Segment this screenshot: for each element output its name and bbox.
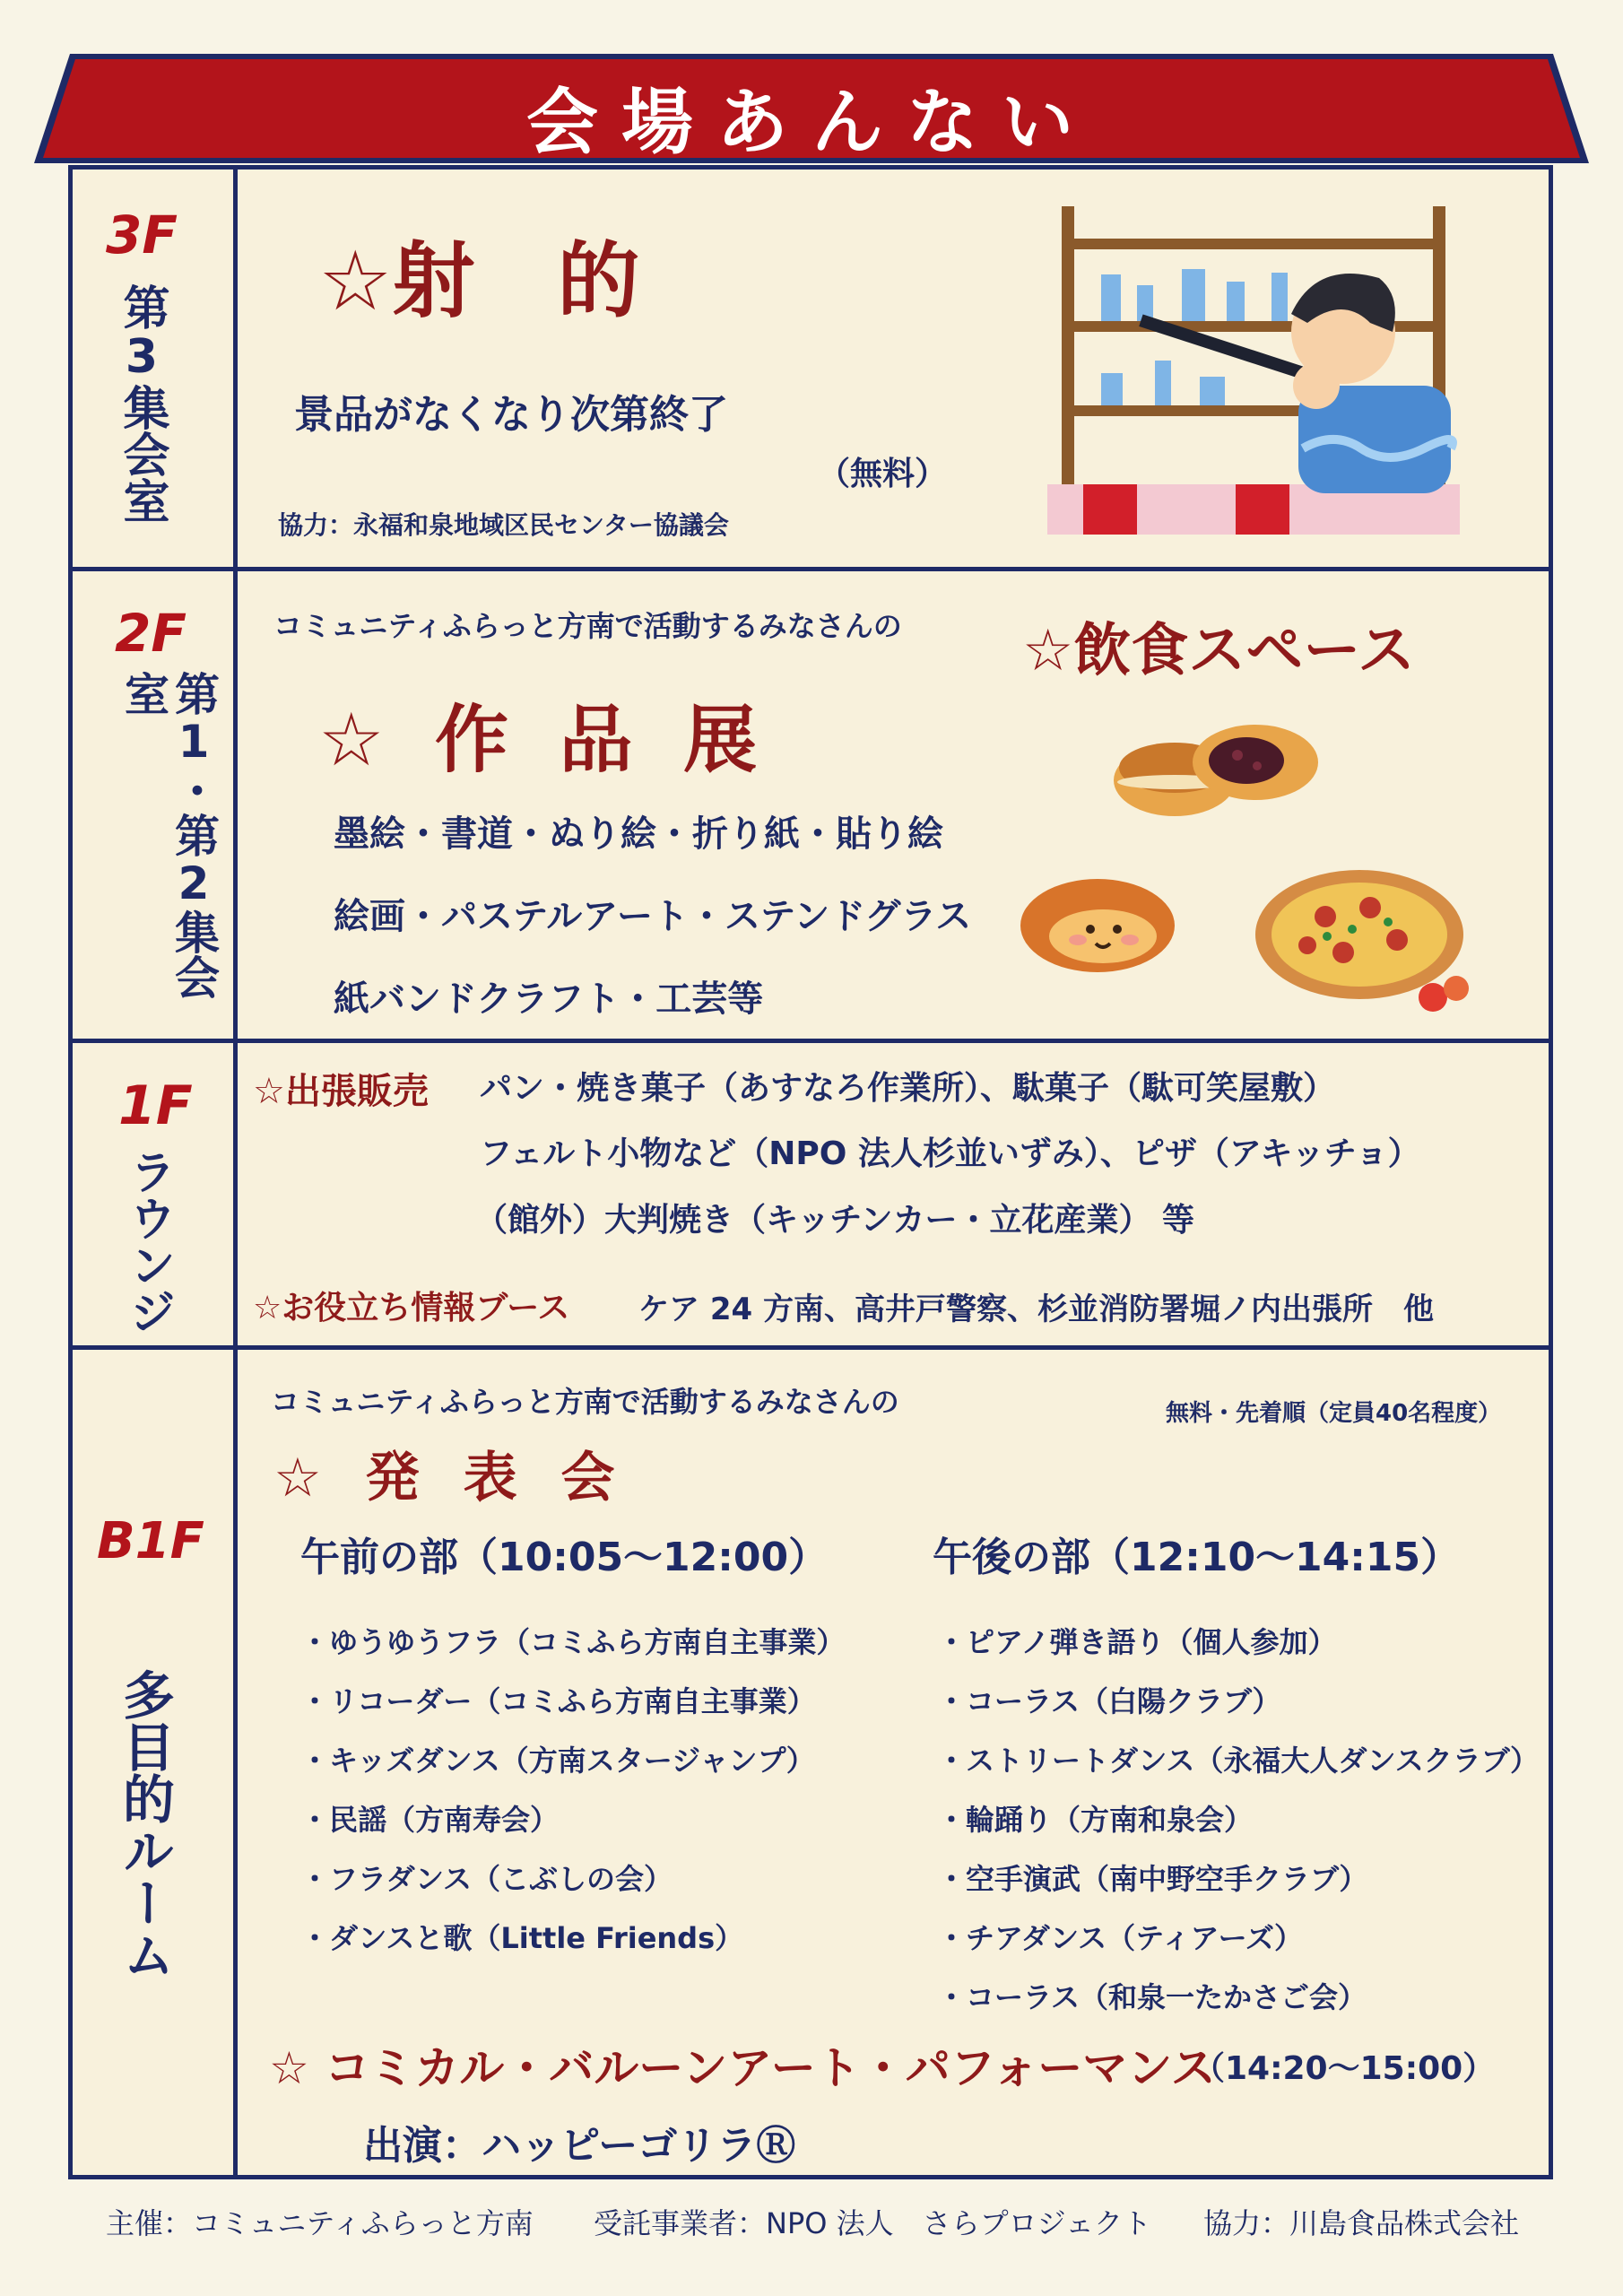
morning-item: ・ダンスと歌（Little Friends） <box>300 1921 744 1955</box>
dorayaki-illustration <box>1112 718 1327 825</box>
recital-note: 無料・先着順（定員40名程度） <box>1166 1400 1502 1427</box>
room-label-b1f: 多目的ルーム <box>114 1668 175 1980</box>
page-title: 会場あんない <box>526 81 1097 164</box>
morning-item: ・フラダンス（こぶしの会） <box>300 1862 673 1896</box>
divider <box>68 567 1553 571</box>
shooting-desc: 景品がなくなり次第終了 <box>294 392 728 438</box>
afternoon-item: ・コーラス（和泉一たかさご会） <box>937 1980 1367 2014</box>
footer-contractor: 受託事業者：NPO 法人 さらプロジェクト <box>594 2206 1151 2240</box>
morning-item: ・キッズダンス（方南スタージャンプ） <box>300 1744 815 1778</box>
footer-cooperation: 協力：川島食品株式会社 <box>1203 2206 1520 2240</box>
sales-label: ☆出張販売 <box>253 1071 429 1112</box>
exhibition-title: ☆ 作 品 展 <box>318 698 770 783</box>
shooting-fee: （無料） <box>818 456 948 492</box>
afternoon-item: ・空手演武（南中野空手クラブ） <box>937 1862 1368 1896</box>
afternoon-item: ・ストリートダンス（永福大人ダンスクラブ） <box>937 1744 1540 1778</box>
exhibition-line-2: 絵画・パステルアート・ステンドグラス <box>334 896 972 937</box>
room-label-2f: 第1・第2集会室 <box>117 671 220 999</box>
shooting-title: ☆射 的 <box>318 233 640 329</box>
info-booth-label: ☆お役立ち情報ブース <box>253 1290 570 1326</box>
floor-label-b1f: B1F <box>97 1512 204 1570</box>
room-label-1f: ラウンジ <box>121 1148 175 1335</box>
performer: 出演：ハッピーゴリラⓇ <box>363 2123 796 2169</box>
morning-item: ・リコーダー（コミふら方南自主事業） <box>300 1684 816 1718</box>
balloon-time: （14:20〜15:00） <box>1193 2050 1496 2087</box>
shooting-credit: 協力：永福和泉地域区民センター協議会 <box>278 510 729 540</box>
morning-item: ・ゆうゆうフラ（コミふら方南自主事業） <box>300 1625 846 1659</box>
exhibition-line-3: 紙バンドクラフト・工芸等 <box>334 978 764 1020</box>
sales-line-2: フェルト小物など（NPO 法人杉並いずみ）、ピザ（アキッチョ） <box>480 1135 1420 1172</box>
afternoon-item: ・チアダンス（ティアーズ） <box>937 1921 1304 1955</box>
morning-session-title: 午前の部（10:05〜12:00） <box>300 1535 829 1580</box>
column-divider <box>233 165 238 2179</box>
floor-label-2f: 2F <box>115 603 187 664</box>
recital-title: ☆ 発 表 会 <box>273 1447 628 1509</box>
morning-item: ・民謡（方南寿会） <box>300 1803 560 1837</box>
food-space-title: ☆飲食スペース <box>1022 618 1416 684</box>
bread-illustration <box>1017 875 1178 976</box>
recital-intro: コミュニティふらっと方南で活動するみなさんの <box>271 1385 899 1419</box>
floor-label-3f: 3F <box>106 204 178 265</box>
exhibition-line-1: 墨絵・書道・ぬり絵・折り紙・貼り絵 <box>334 813 943 855</box>
divider <box>68 1039 1553 1043</box>
floor-label-1f: 1F <box>118 1074 193 1137</box>
sales-line-1: パン・焼き菓子（あすなろ作業所）、駄菓子（駄可笑屋敷） <box>480 1070 1336 1107</box>
room-label-3f: 第3集会室 <box>115 283 169 524</box>
sales-line-3: （館外）大判焼き（キッチンカー・立花産業） 等 <box>475 1202 1195 1239</box>
shooting-gallery-illustration <box>1047 206 1478 538</box>
afternoon-session-title: 午後の部（12:10〜14:15） <box>933 1535 1461 1580</box>
balloon-title: ☆ コミカル・バルーンアート・パフォーマンス <box>269 2042 1216 2094</box>
divider <box>68 1345 1553 1350</box>
info-booth-text: ケア 24 方南、高井戸警察、杉並消防署堀ノ内出張所 他 <box>638 1292 1434 1327</box>
afternoon-item: ・ピアノ弾き語り（個人参加） <box>937 1625 1337 1659</box>
afternoon-item: ・輪踊り（方南和泉会） <box>937 1803 1254 1837</box>
afternoon-item: ・コーラス（白陽クラブ） <box>937 1684 1281 1718</box>
footer-organizer: 主催：コミュニティふらっと方南 <box>106 2206 534 2240</box>
exhibition-intro: コミュニティふらっと方南で活動するみなさんの <box>273 609 902 643</box>
pizza-illustration <box>1254 863 1481 1022</box>
